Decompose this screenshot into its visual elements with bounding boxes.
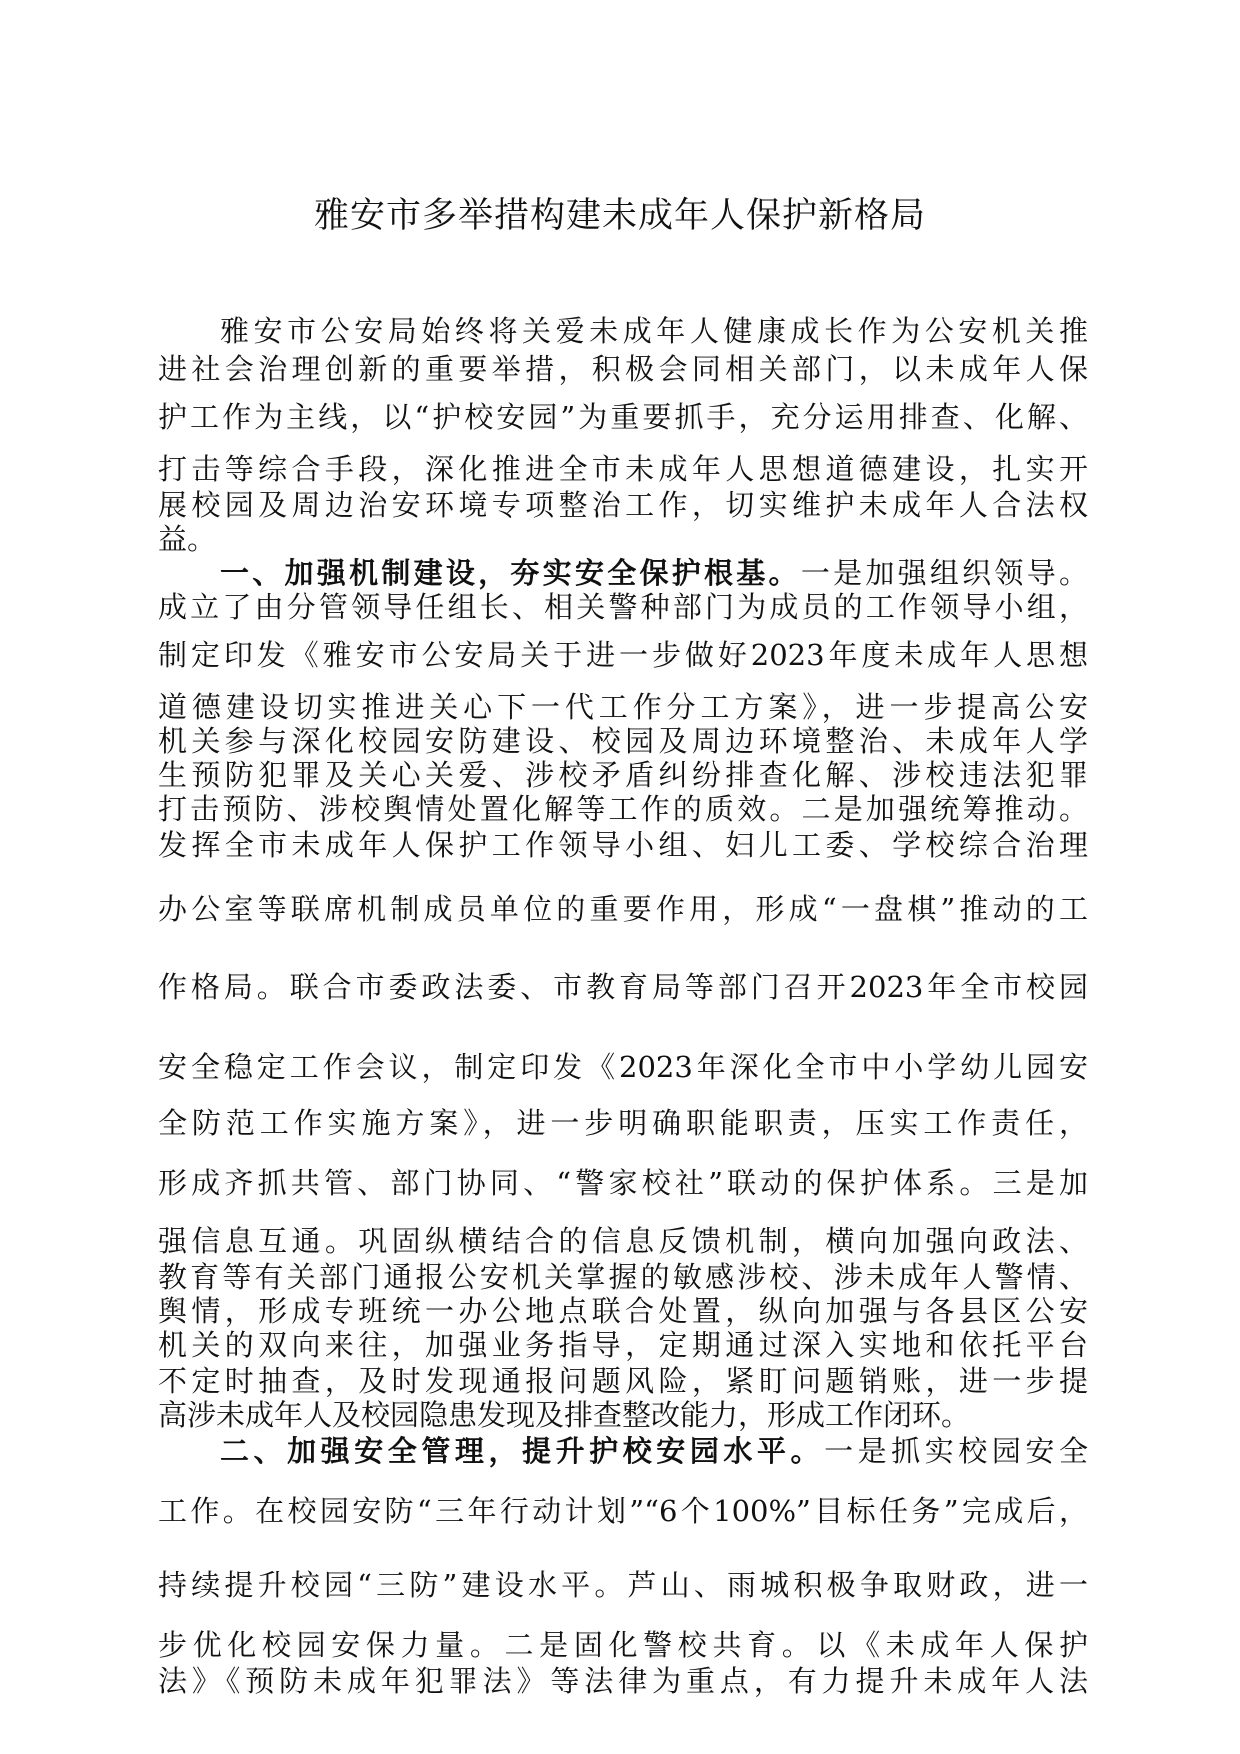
- paragraph-line: 安全稳定工作会议，制定印发《2023年深化全市中小学幼儿园安: [158, 1050, 1088, 1084]
- paragraph-line: 机关参与深化校园安防建设、校园及周边环境整治、未成年人学: [158, 724, 1088, 758]
- paragraph-line: 雅安市公安局始终将关爱未成年人健康成长作为公安机关推: [220, 314, 1088, 348]
- paragraph-line: 法》《预防未成年犯罪法》等法律为重点，有力提升未成年人法: [158, 1664, 1088, 1698]
- paragraph-line: 进社会治理创新的重要举措，积极会同相关部门，以未成年人保: [158, 352, 1088, 386]
- paragraph-line: 高涉未成年人及校园隐患发现及排查整改能力，形成工作闭环。: [158, 1398, 971, 1432]
- paragraph-line: 制定印发《雅安市公安局关于进一步做好2023年度未成年人思想: [158, 638, 1088, 672]
- paragraph-line: 生预防犯罪及关心关爱、涉校矛盾纠纷排查化解、涉校违法犯罪: [158, 758, 1088, 792]
- paragraph-line: 打击预防、涉校舆情处置化解等工作的质效。二是加强统筹推动。: [158, 792, 1088, 826]
- section-heading-line: 二、加强安全管理，提升护校安园水平。一是抓实校园安全: [220, 1434, 1088, 1468]
- paragraph-line: 办公室等联席机制成员单位的重要作用，形成“一盘棋”推动的工: [158, 892, 1088, 926]
- paragraph-line: 打击等综合手段，深化推进全市未成年人思想道德建设，扎实开: [158, 452, 1088, 486]
- section-heading-line: 一、加强机制建设，夯实安全保护根基。一是加强组织领导。: [220, 556, 1088, 590]
- section-heading: 一、加强机制建设，夯实安全保护根基。: [220, 556, 801, 590]
- paragraph-line: 强信息互通。巩固纵横结合的信息反馈机制，横向加强向政法、: [158, 1224, 1088, 1258]
- paragraph-line: 步优化校园安保力量。二是固化警校共育。以《未成年人保护: [158, 1628, 1088, 1662]
- paragraph-line: 不定时抽查，及时发现通报问题风险，紧盯问题销账，进一步提: [158, 1364, 1088, 1398]
- paragraph-line: 益。: [158, 522, 217, 556]
- paragraph-line: 全防范工作实施方案》，进一步明确职能职责，压实工作责任，: [158, 1106, 1088, 1140]
- document-title: 雅安市多举措构建未成年人保护新格局: [313, 196, 926, 236]
- paragraph-line: 舆情，形成专班统一办公地点联合处置，纵向加强与各县区公安: [158, 1294, 1088, 1328]
- paragraph-line: 展校园及周边治安环境专项整治工作，切实维护未成年人合法权: [158, 488, 1088, 522]
- paragraph-line: 成立了由分管领导任组长、相关警种部门为成员的工作领导小组，: [158, 590, 1088, 624]
- paragraph-line: 道德建设切实推进关心下一代工作分工方案》，进一步提高公安: [158, 690, 1088, 724]
- paragraph-line: 持续提升校园“三防”建设水平。芦山、雨城积极争取财政，进一: [158, 1568, 1088, 1602]
- paragraph-line: 教育等有关部门通报公安机关掌握的敏感涉校、涉未成年人警情、: [158, 1260, 1088, 1294]
- paragraph-line: 机关的双向来往，加强业务指导，定期通过深入实地和依托平台: [158, 1328, 1088, 1362]
- paragraph-line: 形成齐抓共管、部门协同、“警家校社”联动的保护体系。三是加: [158, 1166, 1088, 1200]
- paragraph-line: 护工作为主线，以“护校安园”为重要抓手，充分运用排查、化解、: [158, 400, 1088, 434]
- paragraph-line: 发挥全市未成年人保护工作领导小组、妇儿工委、学校综合治理: [158, 828, 1088, 862]
- section-heading: 二、加强安全管理，提升护校安园水平。: [220, 1434, 825, 1468]
- paragraph-line: 工作。在校园安防“三年行动计划”“6个100%”目标任务”完成后，: [158, 1494, 1088, 1528]
- paragraph-line: 作格局。联合市委政法委、市教育局等部门召开2023年全市校园: [158, 970, 1088, 1004]
